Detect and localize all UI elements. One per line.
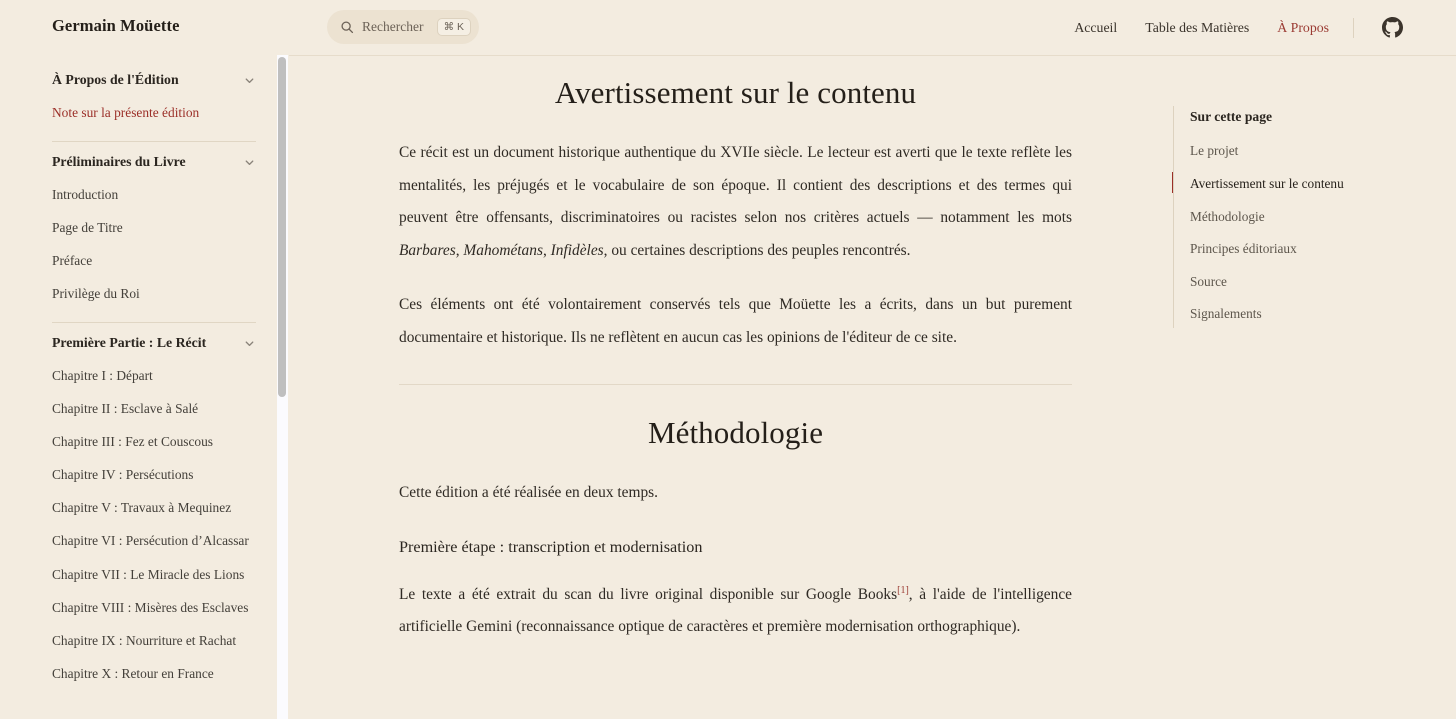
sidebar-item-chapitre-viii[interactable]: Chapitre VIII : Misères des Esclaves: [52, 599, 249, 615]
sidebar-item-chapitre-ii[interactable]: Chapitre II : Esclave à Salé: [52, 401, 199, 417]
toc-item-le-projet[interactable]: Le projet: [1190, 143, 1239, 159]
nav-link-accueil[interactable]: Accueil: [1074, 19, 1118, 35]
search-icon: [340, 20, 354, 34]
emphasis-barbares: Barbares: [399, 241, 456, 259]
chevron-down-icon[interactable]: [243, 337, 256, 350]
sidebar-item-chapitre-i[interactable]: Chapitre I : Départ: [52, 367, 153, 383]
github-icon: [1382, 17, 1403, 38]
sidebar-section-title: À Propos de l'Édition: [52, 72, 179, 87]
section-divider: [399, 384, 1072, 385]
sidebar-navigation: [0, 55, 278, 719]
sidebar-item-chapitre-x[interactable]: Chapitre X : Retour en France: [52, 665, 214, 681]
sidebar-item-privilege-du-roi[interactable]: Privilège du Roi: [52, 285, 140, 301]
sidebar-item-note-sur-la-presente-edition[interactable]: Note sur la présente édition: [52, 104, 200, 120]
toc-item-source[interactable]: Source: [1190, 273, 1227, 289]
sidebar-scrollbar-thumb[interactable]: [278, 57, 286, 397]
subheading-premiere-etape: Première étape : transcription et modernisation: [399, 537, 703, 556]
text-separator: ,: [455, 241, 464, 259]
sidebar-section-premiere-partie-le-recit: [52, 329, 256, 690]
sidebar-item-chapitre-vii[interactable]: Chapitre VII : Le Miracle des Lions: [52, 566, 245, 582]
toc-heading: Sur cette page: [1190, 109, 1273, 124]
footnote-reference-1[interactable]: [1]: [897, 584, 909, 596]
paragraph-text-part: , à l'aide de l'intelligence artificielle Gemini (reconnaissance optique de caractères et première modernisation orthographique).: [399, 585, 1072, 635]
sidebar-item-introduction[interactable]: Introduction: [52, 186, 119, 202]
emphasis-infideles: Infidèles: [550, 241, 604, 259]
sidebar-item-chapitre-iv[interactable]: Chapitre IV : Persécutions: [52, 467, 194, 483]
nav-link-table-des-matieres[interactable]: Table des Matières: [1145, 19, 1250, 35]
sidebar-divider: [52, 141, 256, 142]
paragraph-transcription: [399, 579, 1072, 644]
site-brand-title: Germain Moüette: [52, 16, 180, 35]
sidebar-section-title: Première Partie : Le Récit: [52, 335, 207, 351]
sidebar-section-a-propos-de-l-edition: [52, 66, 256, 129]
emphasis-mahometans: Mahométans: [463, 241, 543, 259]
sidebar-section-preliminaires-du-livre: [52, 148, 256, 310]
search-input[interactable]: [327, 10, 479, 44]
sidebar-item-list: [52, 359, 256, 690]
sidebar-item-page-de-titre[interactable]: Page de Titre: [52, 219, 123, 235]
main-content: [289, 55, 1173, 719]
sidebar-section-header[interactable]: [52, 66, 256, 94]
toc-item-methodologie[interactable]: Méthodologie: [1190, 208, 1265, 224]
toc-item-principes-editoriaux[interactable]: Principes éditoriaux: [1190, 241, 1297, 257]
paragraph-text-part: Ce récit est un document historique authentique du XVIIe siècle. Le lecteur est averti que le texte reflète les mentalités, les préjugés et le vocabulaire de son époque. Il contient des descriptions et des termes qui peuvent être offensants, discriminatoires ou racistes selon nos critères actuels — notamment les mots: [399, 144, 1072, 226]
paragraph-editorial-note: Ces éléments ont été volontairement conservés tels que Moüette les a écrits, dans un but purement documentaire et historique. Ils ne reflètent en aucun cas les opinions de l'éditeur de ce site.: [399, 296, 1072, 346]
github-link[interactable]: [1382, 17, 1404, 39]
top-header: [0, 0, 1456, 55]
sidebar-item-chapitre-v[interactable]: Chapitre V : Travaux à Mequinez: [52, 500, 232, 516]
sidebar-item-chapitre-ix[interactable]: Chapitre IX : Nourriture et Rachat: [52, 632, 237, 648]
sidebar-section-header[interactable]: [52, 329, 256, 357]
paragraph-text-part: Le texte a été extrait du scan du livre original disponible sur Google Books: [399, 585, 898, 603]
article-body: [289, 55, 1173, 644]
sidebar-item-chapitre-iii[interactable]: Chapitre III : Fez et Couscous: [52, 434, 214, 450]
nav-divider: [1353, 18, 1354, 38]
sidebar-item-list: [52, 96, 256, 129]
chevron-down-icon[interactable]: [243, 156, 256, 169]
toc-list: [1173, 135, 1456, 331]
chevron-down-icon[interactable]: [243, 74, 256, 87]
text-separator: ,: [542, 241, 551, 259]
paragraph-content-warning: [399, 137, 1072, 267]
section-title-methodologie: Méthodologie: [647, 415, 824, 450]
toc-item-avertissement-sur-le-contenu[interactable]: Avertissement sur le contenu: [1173, 168, 1456, 201]
paragraph-methodology-intro: Cette édition a été réalisée en deux temps.: [399, 484, 658, 501]
search-shortcut-badge: ⌘ K: [437, 18, 471, 37]
page-title: Avertissement sur le contenu: [554, 75, 917, 110]
sidebar-section-header[interactable]: [52, 148, 256, 176]
paragraph-text-part: , ou certaines descriptions des peuples rencontrés.: [603, 241, 911, 259]
nav-link-a-propos[interactable]: À Propos: [1277, 19, 1329, 35]
toc-item-signalements[interactable]: Signalements: [1190, 306, 1262, 322]
sidebar-item-chapitre-vi[interactable]: Chapitre VI : Persécution d’Alcassar: [52, 533, 249, 549]
sidebar-section-title: Préliminaires du Livre: [52, 154, 186, 170]
sidebar-item-list: [52, 178, 256, 310]
primary-navigation: [1046, 0, 1404, 55]
sidebar-item-preface[interactable]: Préface: [52, 252, 93, 268]
on-this-page-panel: [1173, 55, 1456, 719]
sidebar-divider: [52, 322, 256, 323]
search-placeholder-text: Rechercher: [362, 19, 424, 34]
toc-rail: [1173, 106, 1174, 328]
